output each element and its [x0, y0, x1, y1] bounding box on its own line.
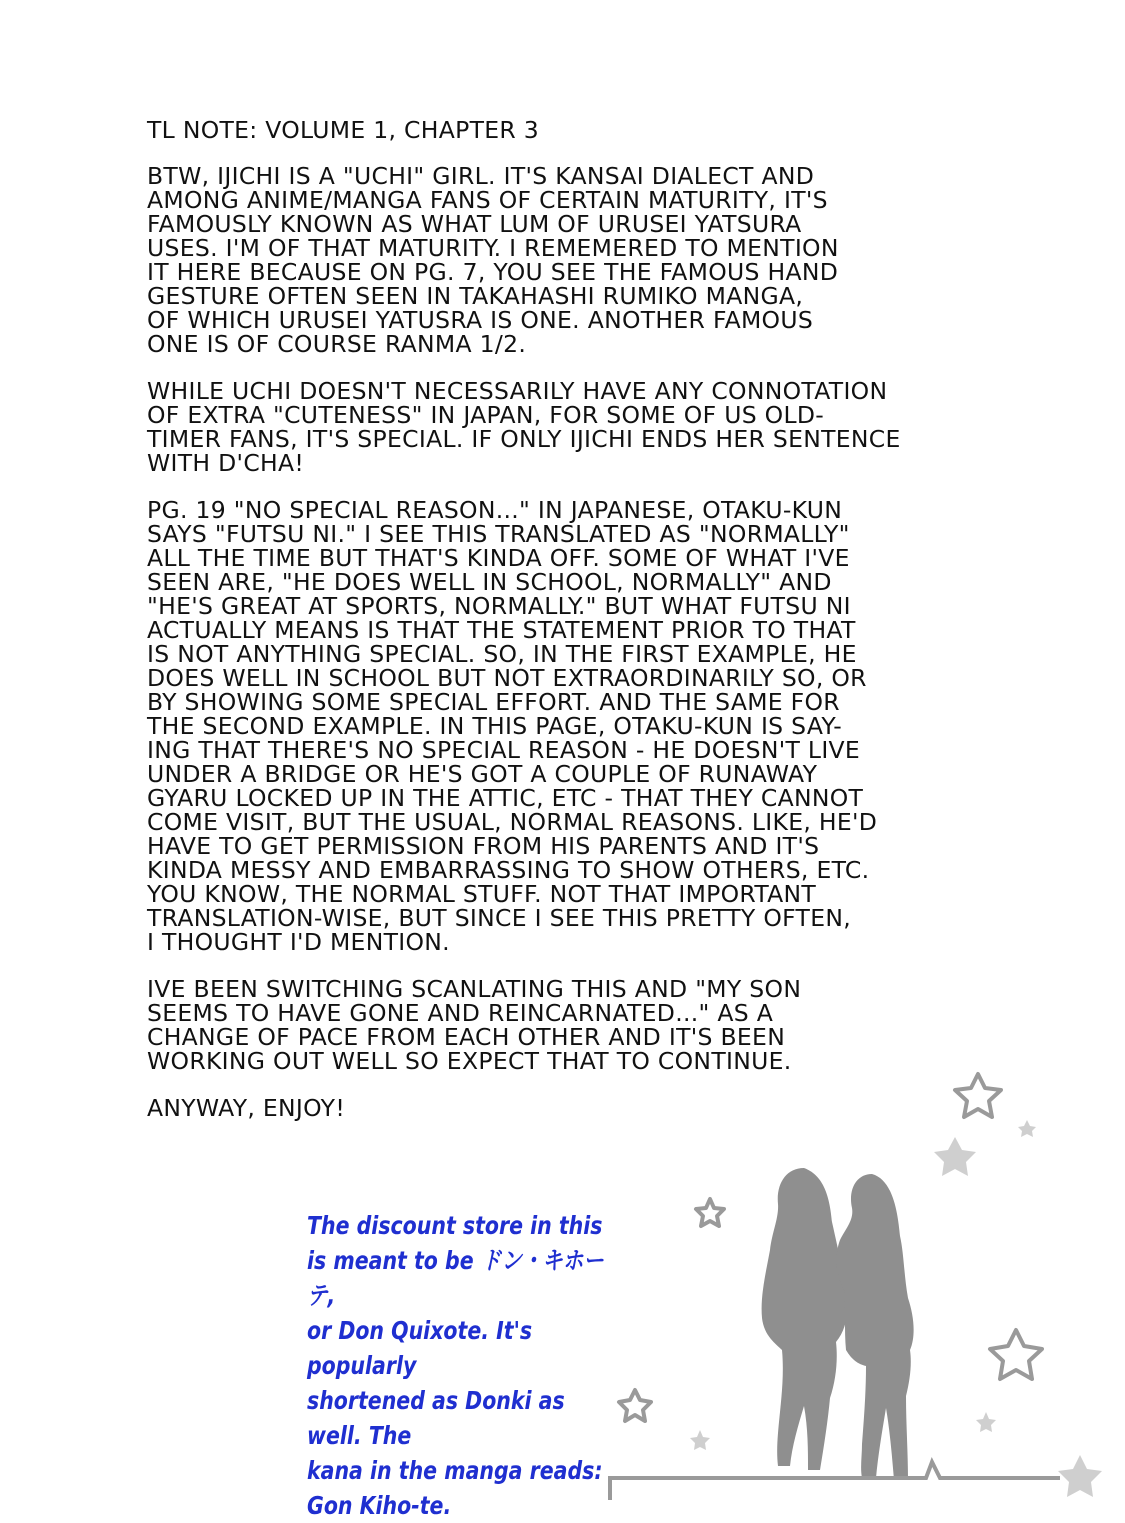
star-icon	[1058, 1455, 1102, 1497]
star-outline-icon	[696, 1199, 724, 1226]
tl-note-paragraph-futsu-ni: PG. 19 "NO SPECIAL REASON..." IN JAPANESE, OTAKU-KUN SAYS "FUTSU NI." I SEE THIS TRANSLATED AS "NORMALLY" ALL THE TIME BUT THAT'S KINDA OFF. SOME OF WHAT I'VE SEEN ARE, "HE DOES WELL IN SCHOOL, NORMALLY" AND "HE'S GREAT AT SPORTS, NORMALLY." BUT WHAT FUTSU NI ACTUALLY MEANS IS THAT THE STATEMENT PRIOR TO THAT IS NOT ANYTHING SPECIAL. SO, IN THE FIRST EXAMPLE, HE DOES WELL IN SCHOOL BUT NOT EXTRAORDINARILY SO, OR BY SHOWING SOME SPECIAL EFFORT. AND THE SAME FOR THE SECOND EXAMPLE. IN THIS PAGE, OTAKU-KUN IS SAY- ING THAT THERE'S NO SPECIAL REASON - HE DOESN'T LIVE UNDER A BRIDGE OR HE'S GOT A COUPLE OF RUNAWAY GYARU LOCKED UP IN THE ATTIC, ETC - THAT THEY CANNOT COME VISIT, BUT THE USUAL, NORMAL REASONS. LIKE, HE'D HAVE TO GET PERMISSION FROM HIS PARENTS AND IT'S KINDA MESSY AND EMBARRASSING TO SHOW OTHERS, ETC. YOU KNOW, THE NORMAL STUFF. NOT THAT IMPORTANT TRANSLATION-WISE, BUT SINCE I SEE THIS PRETTY OFTEN, I THOUGHT I'D MENTION.	[147, 496, 878, 956]
star-outline-icon	[619, 1390, 651, 1421]
tl-note	[147, 118, 987, 1143]
star-icon	[690, 1430, 710, 1450]
star-outline-icon	[990, 1330, 1042, 1379]
tl-note-paragraph-signoff: ANYWAY, ENJOY!	[147, 1094, 346, 1122]
star-icon	[1018, 1120, 1036, 1137]
silhouette-figures	[762, 1168, 914, 1480]
tl-note-title: TL NOTE: VOLUME 1, CHAPTER 3	[147, 116, 540, 144]
tl-note-paragraph-uchi: BTW, IJICHI IS A "UCHI" GIRL. IT'S KANSAI DIALECT AND AMONG ANIME/MANGA FANS OF CERTAIN MATURITY, IT'S FAMOUSLY KNOWN AS WHAT LUM OF URUSEI YATSURA USES. I'M OF THAT MATURITY. I REMEMERED TO MENTION IT HERE BECAUSE ON PG. 7, YOU SEE THE FAMOUS HAND GESTURE OFTEN SEEN IN TAKAHASHI RUMIKO MANGA, OF WHICH URUSEI YATUSRA IS ONE. ANOTHER FAMOUS ONE IS OF COURSE RANMA 1/2.	[147, 162, 839, 358]
side-note: The discount store in this is meant to be ドン・キホーテ, or Don Quixote. It's popularly shortened as Donki as well. The kana in the manga reads: Gon Kiho-te.	[307, 1211, 604, 1520]
floor-line	[610, 1462, 1060, 1500]
tl-note-paragraph-scanlation: IVE BEEN SWITCHING SCANLATING THIS AND "MY SON SEEMS TO HAVE GONE AND REINCARNATED..." AS A CHANGE OF PACE FROM EACH OTHER AND IT'S BEEN WORKING OUT WELL SO EXPECT THAT TO CONTINUE.	[147, 975, 802, 1075]
star-icon	[976, 1412, 996, 1432]
tl-note-paragraph-cuteness: WHILE UCHI DOESN'T NECESSARILY HAVE ANY CONNOTATION OF EXTRA "CUTENESS" IN JAPAN, FOR SOME OF US OLD- TIMER FANS, IT'S SPECIAL. IF ONLY IJICHI ENDS HER SENTENCE WITH D'CHA!	[147, 377, 901, 477]
